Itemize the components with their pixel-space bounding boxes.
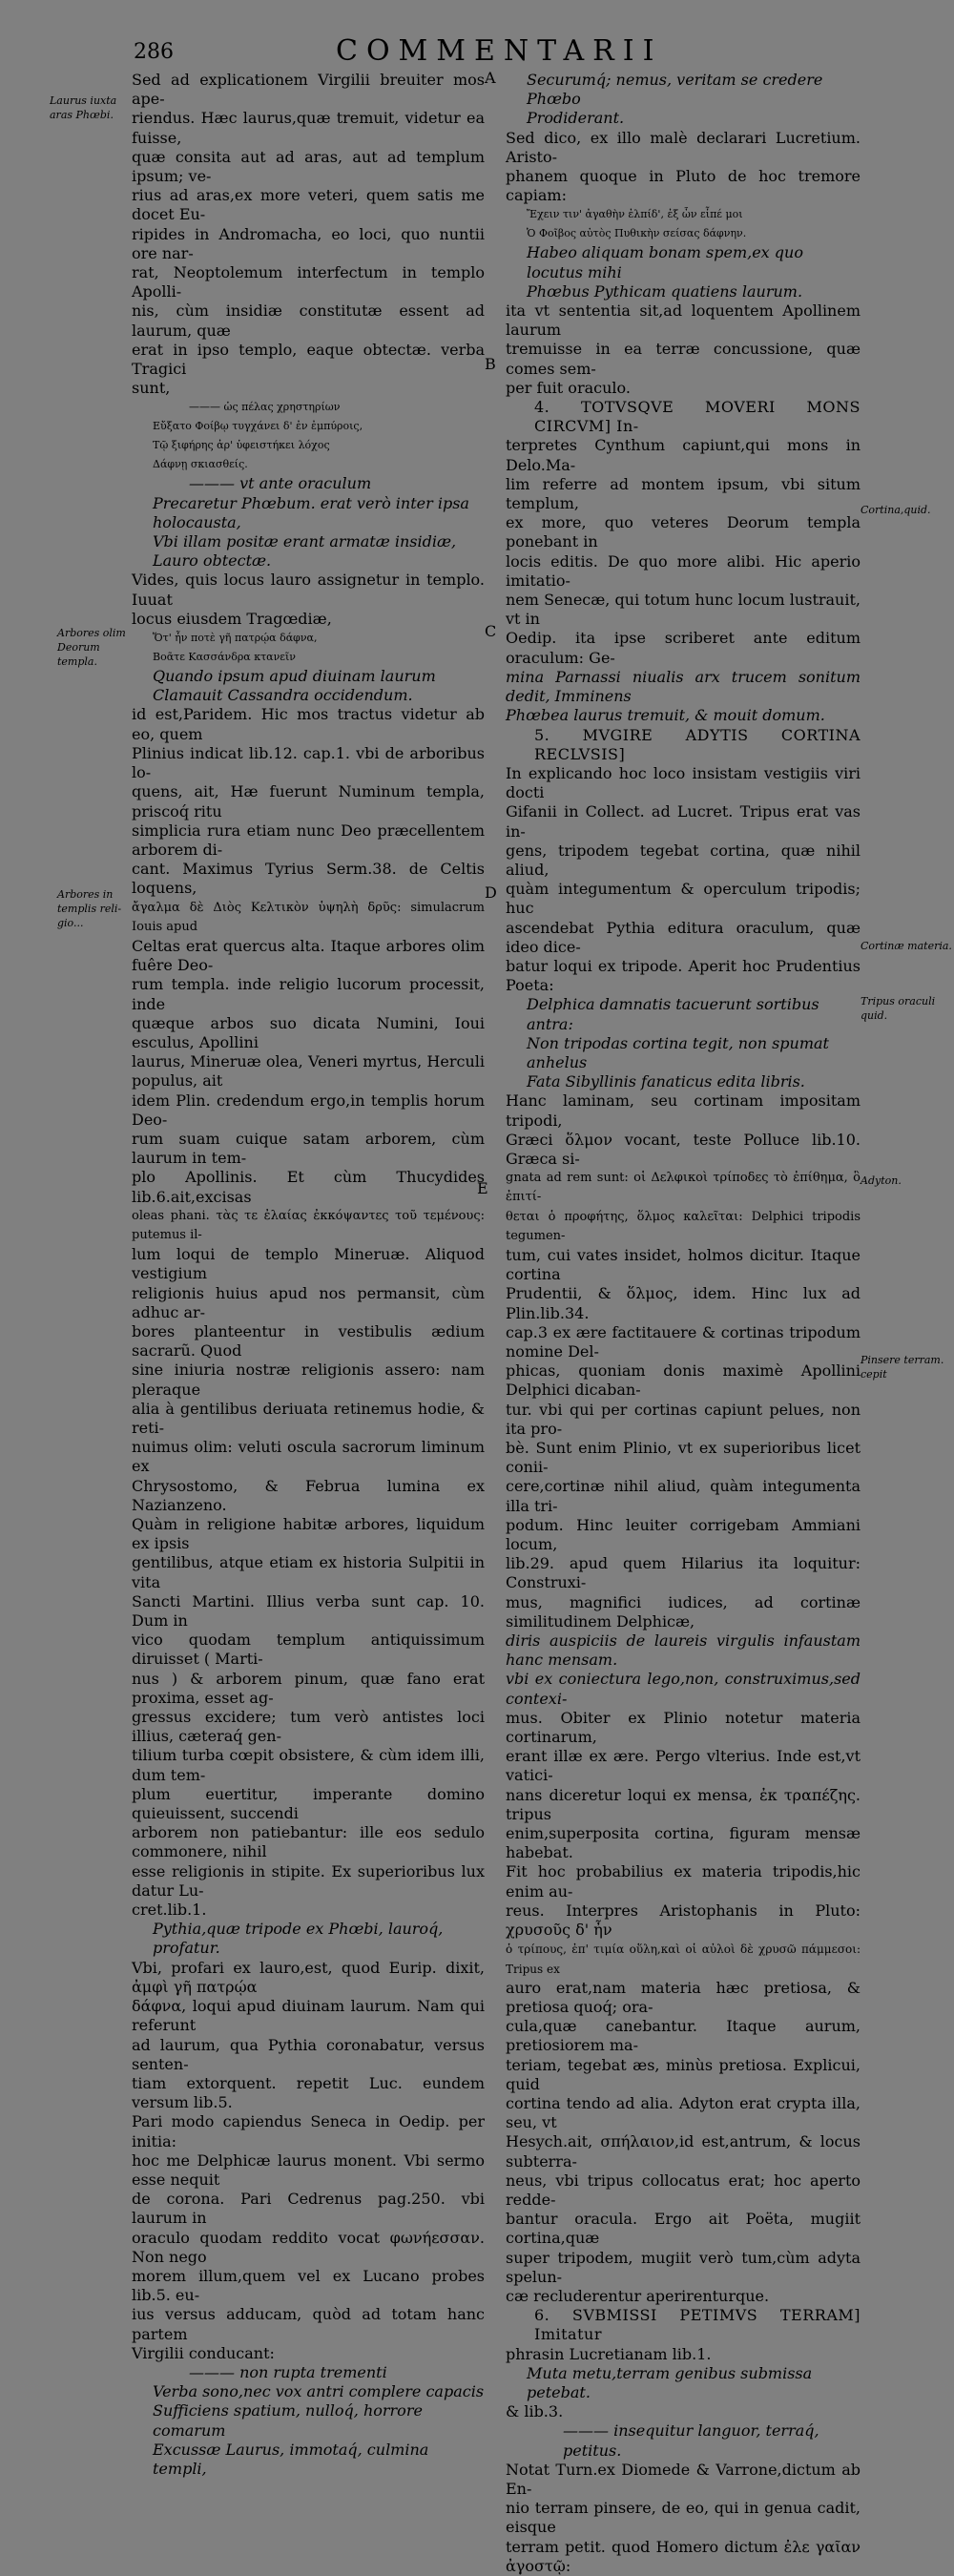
section-letter-c: C	[485, 622, 497, 640]
margin-note-arbores-in: Arbores in templis reli-gio...	[57, 888, 122, 929]
verse-line: Excussæ Laurus, immotaq́, culmina templi,	[153, 2440, 429, 2478]
text-line: super tripodem, mugiit verò tum,cùm adyta spelun-	[506, 2248, 861, 2286]
verse-line: Sufficiens spatium, nulloq́, horrore comarum	[153, 2401, 423, 2440]
text-line: tum, cui vates insidet, holmos dicitur. Itaque cortina	[506, 1245, 861, 1284]
text-line: In explicando hoc loco insistam vestigiis viri docti	[506, 763, 861, 802]
text-line: Fit hoc probabilius ex materia tripodis,hic enim au-	[506, 1862, 861, 1901]
greek-verse-line: Τῷ ξιφήρης ἀρ' ὑφειστήκει λόχος	[153, 439, 330, 452]
text-line: reus. Interpres Aristophanis in Pluto: χρυσοῦς δ' ἦν	[506, 1901, 861, 1940]
greek-verse-line: Ὁ Φοῖβος αὐτὸς Πυθικὴν σείσας δάφνην.	[527, 227, 747, 240]
left-column	[132, 71, 485, 2479]
text-line: terram petit. quod Homero dictum ἐλε γαῖαν ἀγοστῷ:	[506, 2537, 861, 2575]
running-head: COMMENTARII	[336, 34, 663, 68]
verse-line: ——— insequitur languor, terraq́, petitus.	[563, 2421, 819, 2460]
text-line: ripides in Andromacha, eo loci, quo nuntii ore nar-	[132, 224, 485, 262]
verse-line: Non tripodas cortina tegit, non spumat anhelus	[527, 1033, 829, 1071]
text-line: cap.3 ex ære factitauere & cortinas tripodum nomine Del-	[506, 1322, 861, 1361]
text-line: plum euertitur, imperante domino quieuissent, succendi	[132, 1784, 485, 1823]
margin-note-arbores-olim: Arbores olim Deorum templa.	[57, 627, 126, 668]
text-line: Græci ὅλμον vocant, teste Polluce lib.10. Græca si-	[506, 1130, 861, 1168]
text-line: & lib.3.	[506, 2402, 564, 2421]
text-line: cere,cortinæ nihil aliud, quàm integumenta illa tri-	[506, 1477, 861, 1515]
text-line: esse religionis in stipite. Ex superioribus lux datur Lu-	[132, 1861, 485, 1900]
text-line: locus eiusdem Tragœdiæ,	[132, 609, 332, 628]
verse-line: Muta metu,terram genibus submissa petebat.	[527, 2363, 813, 2401]
text-line: cæ recluderentur aperirenturque.	[506, 2286, 770, 2305]
text-line: lib.29. apud quem Hilarius ita loquitur: Construxi-	[506, 1554, 861, 1592]
text-line: Gifanii in Collect. ad Lucret. Tripus erat vas in-	[506, 802, 861, 841]
text-line: nus ) & arborem pinum, quæ fano erat proxima, esset ag-	[132, 1669, 485, 1707]
greek-verse-line: Ὅτ' ἦν ποτὲ γῆ πατρῴα δάφνα,	[153, 632, 318, 645]
text-line: cret.lib.1.	[132, 1901, 207, 1920]
text-line: erant illæ ex ære. Pergo vlterius. Inde est,vt vatici-	[506, 1747, 861, 1785]
text-line: quàm integumentum & operculum tripodis; huc	[506, 880, 861, 918]
text-line: bè. Sunt enim Plinio, vt ex superioribus licet conii-	[506, 1439, 861, 1477]
text-line: sine iniuria nostræ religionis assero: nam pleraque	[132, 1361, 485, 1399]
text-line: lum loqui de templo Mineruæ. Aliquod vestigium	[132, 1245, 485, 1283]
text-line: phanem quoque in Pluto de hoc tremore capiam:	[506, 167, 861, 205]
text-line: phrasin Lucretianam lib.1.	[506, 2344, 712, 2363]
text-line: religionis huius apud nos permansit, cùm adhuc ar-	[132, 1283, 485, 1321]
text-line: δάφνα, loqui apud diuinam laurum. Nam qui referunt	[132, 1997, 485, 2035]
text-line: ita vt sententia sit,ad loquentem Apollinem laurum	[506, 301, 861, 340]
greek-verse-line: Εὔξατο Φοίβῳ τυγχάνει δ' ἐν ἐμπύροις,	[153, 420, 363, 433]
text-line: arborem non patiebantur: ille eos sedulo commonere, nihil	[132, 1823, 485, 1861]
section-letter-b: B	[485, 355, 496, 373]
text-line: θεται ὁ προφήτης, ὅλμος καλεῖται: Delphici tripodis tegumen-	[506, 1209, 861, 1243]
text-line: Chrysostomo, & Februa lumina ex Nazianzeno.	[132, 1476, 485, 1514]
text-line: auro erat,nam materia hæc pretiosa, & pretiosa quoq́; ora-	[506, 1978, 861, 2016]
margin-note-tripus-oraculi: Tripus oraculi quid.	[861, 995, 936, 1022]
text-line: cant. Maximus Tyrius Serm.38. de Celtis loquens,	[132, 860, 485, 898]
text-line: enim,superposita cortina, figuram mensæ habebat.	[506, 1824, 861, 1862]
verse-line: Verba sono,nec vox antri complere capacis	[153, 2382, 485, 2401]
verse-line: Clamauit Cassandra occidendum.	[153, 686, 413, 705]
greek-verse-line: ——— ὡς πέλας χρηστηρίων	[189, 401, 341, 414]
text-line: plo Apollinis. Et cùm Thucydides lib.6.ait,excisas	[132, 1168, 485, 1206]
verse-line: Habeo aliquam bonam spem,ex quo locutus mihi	[527, 243, 803, 281]
text-line: Pari modo capiendus Seneca in Oedip. per initia:	[132, 2112, 485, 2150]
text-line: ad laurum, qua Pythia coronabatur, versus senten-	[132, 2035, 485, 2073]
text-line: mus. Obiter ex Plinio notetur materia cortinarum,	[506, 1708, 861, 1747]
text-line: alia à gentilibus deriuata retinemus hodie, & reti-	[132, 1399, 485, 1437]
text-line: Virgilii conducant:	[132, 2343, 275, 2362]
text-line: rius ad aras,ex more veteri, quem satis me docet Eu-	[132, 186, 485, 224]
text-line: Vbi, profari ex lauro,est, quod Eurip. dixit, ἀμφὶ γῆ πατρῴα	[132, 1958, 485, 1996]
text-line: bantur oracula. Ergo ait Poëta, mugiit cortina,quæ	[506, 2210, 861, 2248]
margin-note-pinsere-terram: Pinsere terram. cepit	[861, 1354, 944, 1381]
text-line: Sancti Martini. Illius verba sunt cap. 10. Dum in	[132, 1591, 485, 1631]
text-line: ascendebat Pythia editura oraculum, quæ ideo dice-	[506, 918, 861, 956]
text-line: quens, ait, Hæ fuerunt Numinum templa, priscoq́ ritu	[132, 782, 485, 821]
text-line: gens, tripodem tegebat cortina, quæ nihil aliud,	[506, 841, 861, 879]
margin-note-laurus-iuxta: Laurus iuxta aras Phœbi.	[50, 94, 117, 121]
lemma-heading: 6. SVBMISSI PETIMVS TERRAM] Imitatur	[534, 2306, 861, 2344]
text-line: Quàm in religione habitæ arbores, liquidum ex ipsis	[132, 1515, 485, 1553]
text-line: gressus excidere; tum verò antistes loci illius, cæteraq́ gen-	[132, 1708, 485, 1746]
greek-verse-line: Βοᾶτε Κασσάνδρα κτανεῖν	[153, 651, 296, 664]
text-line: nis, cùm insidiæ constitutæ essent ad laurum, quæ	[132, 301, 485, 340]
text-line: lim referre ad montem ipsum, vbi situm templum,	[506, 474, 861, 513]
verse-line: ——— non rupta trementi	[189, 2362, 387, 2381]
text-line: tiam extorquent. repetit Luc. eundem versum lib.5.	[132, 2073, 485, 2112]
section-letter-e: E	[477, 1179, 488, 1197]
text-line: batur loqui ex tripode. Aperit hoc Prudentius Poeta:	[506, 956, 861, 995]
text-line: oraculo quodam reddito vocat φωνήεσσαν. Non nego	[132, 2228, 485, 2266]
text-line: cula,quæ canebantur. Itaque aurum, pretiosiorem ma-	[506, 2017, 861, 2055]
margin-note-adyton: Adyton.	[861, 1174, 902, 1187]
text-line: nuimus olim: veluti oscula sacrorum liminum ex	[132, 1438, 485, 1476]
text-line: Plinius indicat lib.12. cap.1. vbi de arboribus lo-	[132, 743, 485, 782]
verse-line: Pythia,quæ tripode ex Phœbi, lauroq́, profatur.	[153, 1920, 444, 1958]
text-line: Sed ad explicationem Virgilii breuiter mos ape-	[132, 71, 485, 109]
text-line: gnata ad rem sunt: οἱ Δελφικοὶ τρίποδες τὸ ἐπίθημα, ὃ ἐπιτί-	[506, 1171, 861, 1205]
text-line: oleas phani. τὰς τε ἐλαίας ἐκκόψαντες τοῦ τεμένους: putemus il-	[132, 1208, 485, 1242]
text-line: vbi ex coniectura lego,non, construximus,sed contexi-	[506, 1670, 861, 1708]
text-line: id est,Paridem. Hic mos tractus videtur ab eo, quem	[132, 705, 485, 743]
text-line: sunt,	[132, 379, 171, 398]
text-line: riendus. Hæc laurus,quæ tremuit, videtur ea fuisse,	[132, 109, 485, 147]
verse-line: Securumq́; nemus, veritam se credere Phœbo	[527, 71, 823, 109]
verse-line: Lauro obtectæ.	[153, 551, 272, 571]
text-line: tilium turba cœpit obsistere, & cùm idem illi, dum tem-	[132, 1746, 485, 1784]
text-line: Phœbea laurus tremuit, & mouit domum.	[506, 706, 825, 725]
verse-line: Fata Sibyllinis fanaticus edita libris.	[527, 1072, 805, 1091]
text-line: rum suam cuique satam arborem, cùm laurum in tem-	[132, 1129, 485, 1168]
section-letter-a: A	[485, 69, 496, 87]
text-line: mina Parnassi niualis arx trucem sonitum dedit, Imminens	[506, 667, 861, 706]
section-letter-d: D	[485, 883, 497, 902]
text-line: phicas, quoniam donis maximè Apollini Delphici dicaban-	[506, 1361, 861, 1400]
text-line: erat in ipso templo, eaque obtectæ. verba Tragici	[132, 340, 485, 379]
text-line: quæque arbos suo dicata Numini, Ioui esculus, Apollini	[132, 1013, 485, 1051]
text-line: diris auspiciis de laureis virgulis infaustam hanc mensam.	[506, 1631, 861, 1670]
text-line: de corona. Pari Cedrenus pag.250. vbi laurum in	[132, 2190, 485, 2228]
text-line: idem Plin. credendum ergo,in templis horum Deo-	[132, 1091, 485, 1129]
text-line: podum. Hinc leuiter corrigebam Ammiani locum,	[506, 1515, 861, 1554]
verse-line: Phœbus Pythicam quatiens laurum.	[527, 281, 803, 301]
text-line: terpretes Cynthum capiunt,qui mons in Delo.Ma-	[506, 436, 861, 474]
verse-line: Quando ipsum apud diuinam laurum	[153, 667, 436, 686]
text-line: simplicia rura etiam nunc Deo præcellentem arborem di-	[132, 821, 485, 859]
text-line: vico quodam templum antiquissimum diruisset ( Marti-	[132, 1631, 485, 1669]
greek-verse-line: Ἔχειν τιν' ἀγαθὴν ἐλπίδ', ἐξ ὧν εἶπέ μοι	[527, 208, 743, 221]
text-line: Sed dico, ex illo malè declarari Lucretium. Aristo-	[506, 128, 861, 166]
lemma-heading: 4. TOTVSQVE MOVERI MONS CIRCVM] In-	[534, 398, 861, 436]
text-line: hoc me Delphicæ laurus monent. Vbi sermo esse nequit	[132, 2150, 485, 2189]
text-line: laurus, Mineruæ olea, Veneri myrtus, Herculi populus, ait	[132, 1052, 485, 1091]
text-line: Oedip. ita ipse scriberet ante editum oraculum: Ge-	[506, 629, 861, 667]
text-line: Hanc laminam, seu cortinam impositam tripodi,	[506, 1091, 861, 1130]
text-line: teriam, tegebat æs, minùs pretiosa. Explicui, quid	[506, 2055, 861, 2093]
margin-note-cortina-quid: Cortina,quid.	[861, 504, 931, 516]
lemma-heading: 5. MVGIRE ADYTIS CORTINA RECLVSIS]	[534, 725, 861, 763]
verse-line: Prodiderant.	[527, 109, 625, 128]
verse-line: ——— vt ante oraculum	[189, 474, 372, 493]
text-line: ἄγαλμα δὲ Διὸς Κελτικὸν ὑψηλὴ δρῦς: simulacrum Iouis apud	[132, 900, 485, 934]
text-line: ius versus adducam, quòd ad totam hanc partem	[132, 2305, 485, 2343]
text-line: morem illum,quem vel ex Lucano probes lib.5. eu-	[132, 2266, 485, 2305]
text-line: Vides, quis locus lauro assignetur in templo. Iuuat	[132, 571, 485, 609]
text-line: nio terram pinsere, de eo, qui in genua cadit, eisque	[506, 2499, 861, 2537]
text-line: gentilibus, atque etiam ex historia Sulpitii in vita	[132, 1553, 485, 1591]
page-number: 286	[134, 40, 174, 64]
verse-line: Precaretur Phœbum. erat verò inter ipsa holocausta,	[153, 493, 469, 531]
margin-note-cortina-materia: Cortinæ materia.	[861, 940, 952, 952]
text-line: bores planteentur in vestibulis ædium sacrarũ. Quod	[132, 1321, 485, 1361]
text-line: per fuit oraculo.	[506, 378, 631, 397]
text-line: locis editis. De quo more alibi. Hic aperio imitatio-	[506, 551, 861, 590]
text-line: rum templa. inde religio lucorum processit, inde	[132, 975, 485, 1013]
verse-line: Delphica damnatis tacuerunt sortibus antra:	[527, 995, 819, 1033]
text-line: Celtas erat quercus alta. Itaque arbores olim fuêre Deo-	[132, 936, 485, 975]
greek-verse-line: Δάφνῃ σκιασθείς.	[153, 458, 248, 471]
text-line: mus, magnifici iudices, ad cortinæ similitudinem Delphicæ,	[506, 1592, 861, 1631]
text-line: nem Senecæ, qui totum hunc locum lustrauit, vt in	[506, 591, 861, 629]
text-line: Hesych.ait, σπήλαιον,id est,antrum, & locus subterra-	[506, 2132, 861, 2171]
text-line: Prudentii, & ὅλμος, idem. Hinc lux ad Plin.lib.34.	[506, 1284, 861, 1322]
text-line: nans diceretur loqui ex mensa, ἐκ τραπέζης. tripus	[506, 1785, 861, 1823]
text-line: tremuisse in ea terræ concussione, quæ comes sem-	[506, 340, 861, 378]
text-line: quæ consita aut ad aras, aut ad templum ipsum; ve-	[132, 147, 485, 186]
text-line: tur. vbi qui per cortinas capiunt pelues, non ita pro-	[506, 1400, 861, 1438]
text-line: Notat Turn.ex Diomede & Varrone,dictum ab En-	[506, 2460, 861, 2498]
text-line: ex more, quo veteres Deorum templa ponebant in	[506, 513, 861, 551]
text-line: rat, Neoptolemum interfectum in templo Apolli-	[132, 263, 485, 301]
text-line: cortina tendo ad alia. Adyton erat crypta illa, seu, vt	[506, 2093, 861, 2132]
verse-line: Vbi illam positæ erant armatæ insidiæ,	[153, 532, 457, 551]
text-line: neus, vbi tripus collocatus erat; hoc aperto redde-	[506, 2171, 861, 2209]
right-column	[506, 71, 861, 2576]
text-line: ὁ τρίπους, ἐπ' τιμία οὕλη,καὶ οἱ αὐλοὶ δὲ χρυσῶ πάμμεσοι: Tripus ex	[506, 1942, 861, 1976]
